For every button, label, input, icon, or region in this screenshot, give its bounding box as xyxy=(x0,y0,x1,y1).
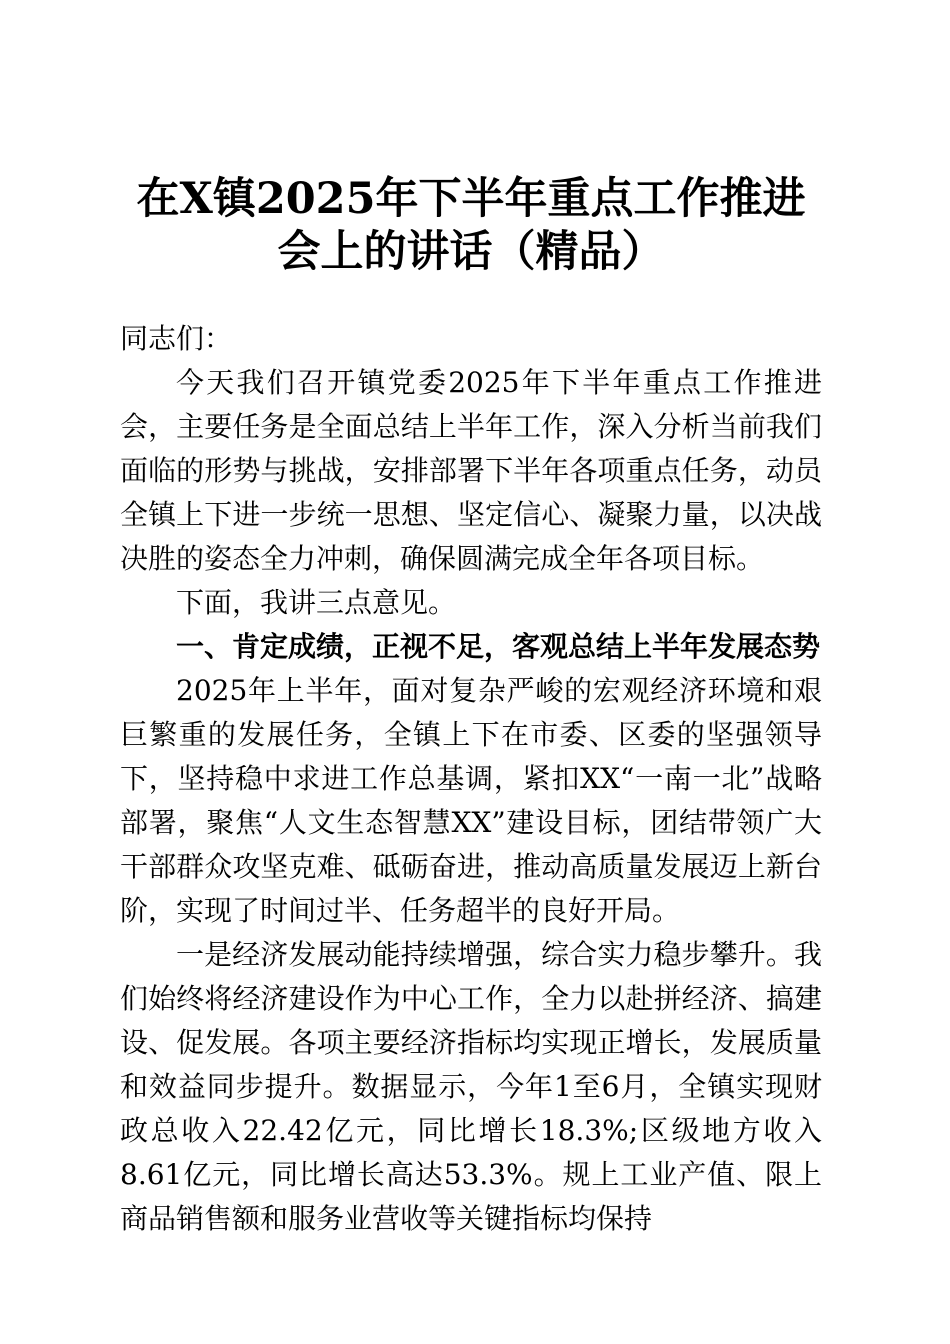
document-title: 在X镇2025年下半年重点工作推进会上的讲话（精品） xyxy=(136,174,806,277)
salutation-line: 同志们： xyxy=(120,322,233,355)
document-content xyxy=(120,0,822,1241)
section-heading-1: 一、肯定成绩，正视不足，客观总结上半年发展态势 xyxy=(176,630,821,663)
paragraph-economic-results: 一是经济发展动能持续增强，综合实力稳步攀升。我们始终将经济建设作为中心工作，全力以赴拼经济、搞建设、促发展。各项主要经济指标均实现正增长，发展质量和效益同步提升。数据显示，今年1至6月，全镇实现财政总收入22.42亿元，同比增长18.3%;区级地方收入8.61亿元，同比增长高达53.3%。规上工业产值、限上商品销售额和服务业营收等关键指标均保持 xyxy=(120,938,822,1235)
paragraph-half-year-review: 2025年上半年，面对复杂严峻的宏观经济环境和艰巨繁重的发展任务，全镇上下在市委、区委的坚强领导下，坚持稳中求进工作总基调，紧扣XX“一南一北”战略部署，聚焦“人文生态智慧XX”建设目标，团结带领广大干部群众攻坚克难、砥砺奋进，推动高质量发展迈上新台阶，实现了时间过半、任务超半的良好开局。 xyxy=(120,674,822,927)
document-body xyxy=(120,317,822,1241)
paragraph-meeting-purpose: 今天我们召开镇党委2025年下半年重点工作推进会，主要任务是全面总结上半年工作，深入分析当前我们面临的形势与挑战，安排部署下半年各项重点任务，动员全镇上下进一步统一思想、坚定信心、凝聚力量，以决战决胜的姿态全力冲刺，确保圆满完成全年各项目标。 xyxy=(120,366,822,575)
paragraph-transition: 下面，我讲三点意见。 xyxy=(176,586,457,619)
